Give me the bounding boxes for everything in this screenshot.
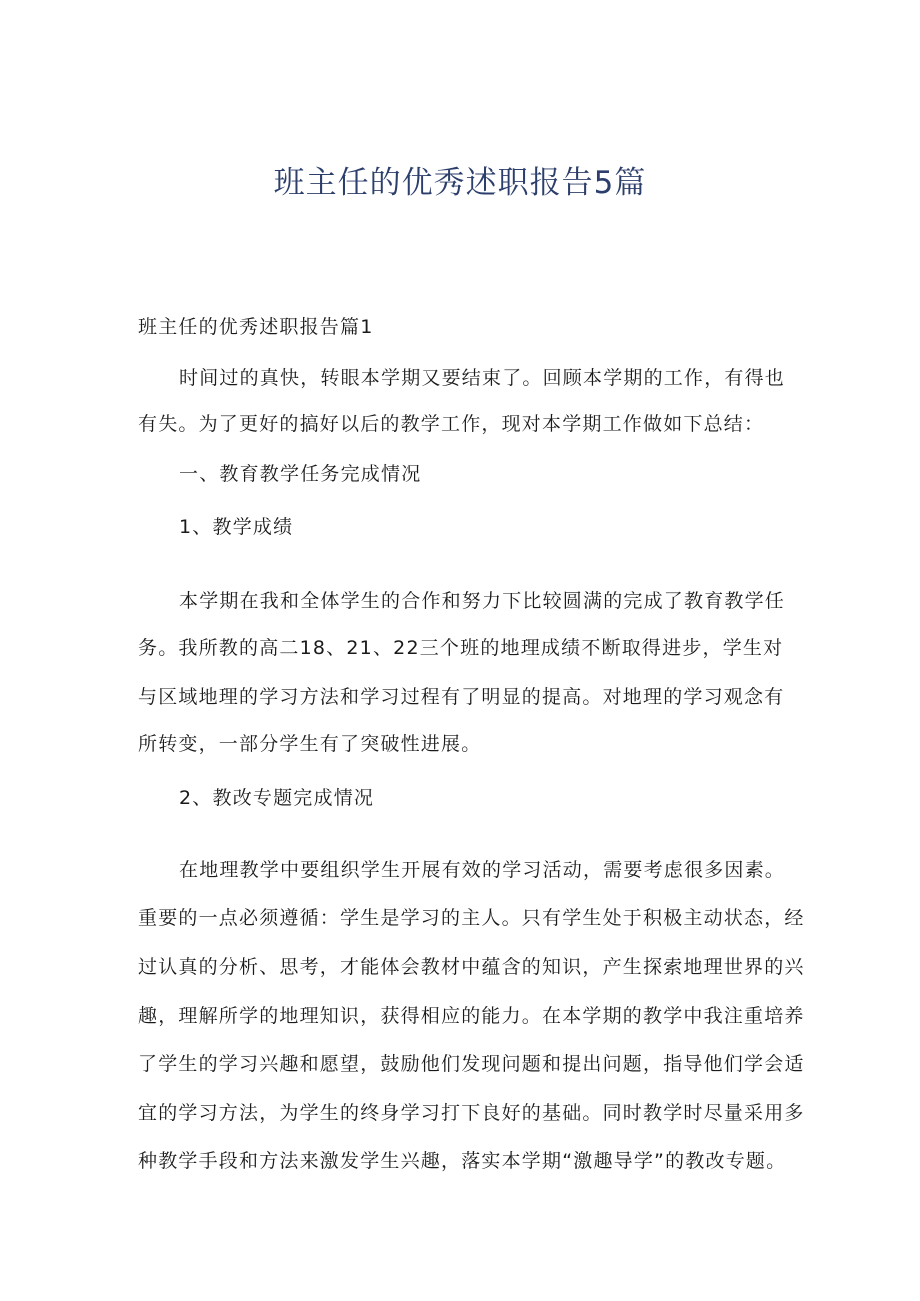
- paragraph-line: 所转变，一部分学生有了突破性进展。: [138, 733, 482, 755]
- subsection-heading: 2、教改专题完成情况: [179, 787, 375, 809]
- paragraph-line: 时间过的真快，转眼本学期又要结束了。回顾本学期的工作，有得也: [179, 367, 786, 389]
- paragraph-line: 重要的一点必须遵循：学生是学习的主人。只有学生处于积极主动状态，经: [138, 907, 805, 929]
- subsection-heading: 1、教学成绩: [179, 516, 294, 538]
- paragraph-line: 与区域地理的学习方法和学习过程有了明显的提高。对地理的学习观念有: [138, 686, 785, 708]
- section-heading: 班主任的优秀述职报告篇1: [138, 316, 374, 338]
- document-title: 班主任的优秀述职报告5篇: [273, 165, 647, 201]
- paragraph-line: 务。我所教的高二18、21、22三个班的地理成绩不断取得进步，学生对: [138, 637, 784, 659]
- paragraph-line: 种教学手段和方法来激发学生兴趣，落实本学期“激趣导学”的教改专题。: [138, 1150, 787, 1172]
- paragraph-line: 有失。为了更好的搞好以后的教学工作，现对本学期工作做如下总结：: [138, 413, 765, 435]
- paragraph-line: 了学生的学习兴趣和愿望，鼓励他们发现问题和提出问题，指导他们学会适: [138, 1053, 805, 1075]
- paragraph-line: 在地理教学中要组织学生开展有效的学习活动，需要考虑很多因素。: [179, 859, 786, 881]
- paragraph-line: 过认真的分析、思考，才能体会教材中蕴含的知识，产生探索地理世界的兴: [138, 956, 805, 978]
- paragraph-line: 本学期在我和全体学生的合作和努力下比较圆满的完成了教育教学任: [179, 590, 786, 612]
- subsection-heading: 一、教育教学任务完成情况: [179, 463, 422, 485]
- paragraph-line: 宜的学习方法，为学生的终身学习打下良好的基础。同时教学时尽量采用多: [138, 1102, 805, 1124]
- paragraph-line: 趣，理解所学的地理知识，获得相应的能力。在本学期的教学中我注重培养: [138, 1005, 805, 1027]
